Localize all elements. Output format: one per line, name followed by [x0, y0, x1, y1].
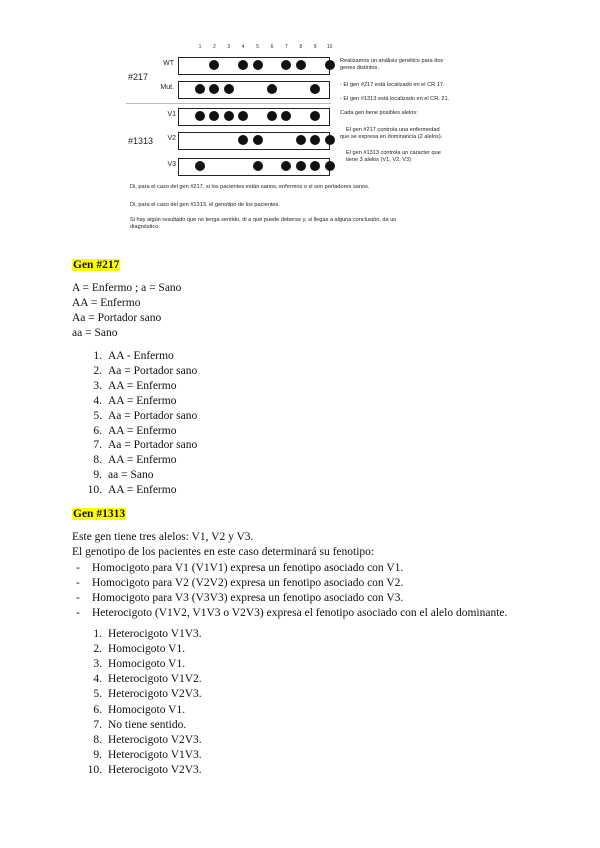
list-item-text: Heterocigoto V2V3.: [108, 763, 202, 776]
gen-217-legend-line: aa = Sano: [72, 327, 118, 339]
list-item-number: 6.: [93, 424, 102, 437]
list-item: [80, 425, 176, 437]
gel-band-dot: [325, 60, 335, 70]
list-item-text: Heterocigoto V2V3.: [108, 733, 202, 746]
gel-band-dot: [224, 111, 234, 121]
side-text-line: - El gen #217 está localizado en el CR 17.: [340, 82, 445, 88]
gen-1313-intro-line: El genotipo de los pacientes en este caso determinará su fenotipo:: [72, 546, 375, 558]
list-item-number: 9.: [93, 469, 102, 482]
lane-number-tick: 8: [299, 44, 303, 50]
list-item: [80, 469, 153, 481]
question-line: Si hay algún resultado que no tenga sentido, di a qué puede deberse y, si llegas a alguna conclusión, da un: [130, 217, 397, 223]
bullet-dash: -: [76, 607, 80, 619]
list-item-number: 10.: [87, 763, 102, 776]
list-item-text: aa = Sano: [108, 469, 154, 482]
side-text-line: Cada gen tiene posibles alelos:: [340, 110, 418, 116]
gel-separator: [126, 103, 331, 104]
list-item: [80, 658, 185, 670]
list-item-text: Heterocigoto V1V3.: [108, 628, 202, 640]
list-item-text: Aa = Portador sano: [108, 409, 198, 422]
side-text-line: El gen #217 controla una enfermedad: [346, 127, 440, 133]
list-item: [80, 395, 176, 407]
list-item-number: 3.: [93, 379, 102, 392]
gel-band-dot: [296, 161, 306, 171]
bullet-text: Homocigoto para V3 (V3V3) expresa un fenotipo asociado con V3.: [92, 592, 404, 604]
lane-label: V2: [167, 135, 176, 142]
gel-band-dot: [325, 135, 335, 145]
side-text-line: tiene 3 alelos (V1, V2, V3): [346, 157, 411, 163]
list-item-text: AA = Enfermo: [108, 394, 177, 407]
list-item-text: AA = Enfermo: [108, 424, 177, 437]
gel-band-dot: [296, 60, 306, 70]
bullet-item: [76, 592, 403, 604]
list-item-text: AA = Enfermo: [108, 379, 177, 392]
list-item-text: AA - Enfermo: [108, 350, 174, 362]
list-item-text: Aa = Portador sano: [108, 439, 198, 452]
list-item-number: 4.: [93, 394, 102, 407]
bullet-item: [76, 562, 403, 574]
list-item: [80, 688, 202, 700]
list-item: [80, 734, 202, 746]
list-item-number: 8.: [93, 454, 102, 467]
side-text-line: El gen #1313 controla un caracter que: [346, 150, 441, 156]
list-item-number: 7.: [93, 439, 102, 452]
gen-1313-intro-line: Este gen tiene tres alelos: V1, V2 y V3.: [72, 531, 254, 543]
list-item-text: Aa = Portador sano: [108, 364, 198, 377]
list-item-text: Homocigoto V1.: [108, 703, 186, 716]
list-item: [80, 643, 185, 655]
gen-217-legend-line: AA = Enfermo: [72, 297, 141, 309]
list-item-number: 10.: [87, 484, 102, 497]
bullet-item: [76, 577, 403, 589]
list-item: [80, 764, 202, 776]
list-item-text: No tiene sentido.: [108, 718, 187, 731]
list-item: [80, 749, 202, 761]
bullet-dash: -: [76, 577, 80, 589]
list-item-text: AA = Enfermo: [108, 484, 177, 497]
gel-band-dot: [195, 111, 205, 121]
lane-number-tick: 10: [326, 44, 333, 50]
gel-band-dot: [253, 161, 263, 171]
list-item-number: 2.: [93, 643, 102, 656]
lane-number-tick: 7: [285, 44, 288, 50]
list-item-number: 2.: [93, 364, 102, 377]
genetic-analysis-figure: [126, 44, 456, 244]
side-text-line: que se expresa en dominancia (2 alelos).: [340, 134, 443, 140]
list-item: [80, 365, 197, 377]
lane-number-tick: 2: [213, 44, 216, 50]
question-line: Di, para el caso del gen #217, si los pacientes están sanos, enfermos o si son portadores sanos.: [130, 184, 370, 190]
bullet-item: [76, 607, 507, 619]
bullet-text: Heterocigoto (V1V2, V1V3 o V2V3) expresa el fenotipo asociado con el alelo dominante.: [92, 607, 508, 619]
lane-label: V1: [167, 111, 176, 118]
side-text-line: Realizamos un análisis genético para dos: [340, 58, 444, 64]
list-item-number: 8.: [93, 733, 102, 746]
gel-band-dot: [325, 161, 335, 171]
list-item: [80, 673, 202, 685]
lane-number-tick: 4: [241, 44, 245, 50]
list-item-number: 4.: [93, 673, 102, 686]
lane-label: V3: [167, 161, 176, 168]
gene-1313-label: #1313: [128, 136, 154, 146]
gen-217-legend-line: A = Enfermo ; a = Sano: [72, 282, 182, 294]
list-item-number: 9.: [93, 748, 102, 761]
list-item: [80, 719, 186, 731]
gene-217-label: #217: [128, 72, 149, 82]
question-line: diagnóstico.: [130, 224, 160, 230]
list-item: [80, 484, 176, 496]
list-item-text: AA = Enfermo: [108, 454, 177, 467]
list-item: [80, 350, 174, 362]
list-item-number: 1.: [93, 628, 102, 640]
lane-label: WT: [163, 60, 174, 67]
gel-band-dot: [224, 84, 234, 94]
list-item-number: 7.: [93, 718, 102, 731]
list-item: [80, 410, 197, 422]
bullet-dash: -: [76, 562, 80, 574]
gel-band-dot: [253, 135, 263, 145]
gel-band-dot: [267, 111, 277, 121]
gel-band-dot: [296, 135, 306, 145]
lane-number-tick: 5: [256, 44, 259, 50]
list-item-number: 5.: [93, 688, 102, 701]
list-item: [80, 704, 185, 716]
list-item-text: Heterocigoto V1V3.: [108, 748, 202, 761]
gel-band-dot: [195, 161, 205, 171]
list-item-text: Heterocigoto V1V2.: [108, 673, 202, 686]
bullet-text: Homocigoto para V2 (V2V2) expresa un fenotipo asociado con V2.: [92, 577, 404, 589]
lane-label: Mut.: [160, 84, 174, 91]
list-item-number: 1.: [93, 350, 102, 362]
list-item: [80, 628, 202, 640]
list-item: [80, 454, 176, 466]
gel-band-dot: [267, 84, 277, 94]
gen-1313-heading: Gen #1313: [73, 508, 126, 520]
question-line: Di, para el caso del gen #1313, el genotipo de los pacientes.: [130, 202, 280, 208]
side-text-line: genes distintos.: [340, 65, 379, 71]
list-item-text: Homocigoto V1.: [108, 643, 186, 656]
gen-217-legend-line: Aa = Portador sano: [72, 312, 162, 324]
gen-217-heading: Gen #217: [73, 259, 120, 271]
side-text-line: - El gen #1313 está localizado en el CR. 21.: [340, 96, 450, 102]
gel-band-dot: [253, 60, 263, 70]
list-item-text: Heterocigoto V2V3.: [108, 688, 202, 701]
bullet-dash: -: [76, 592, 80, 604]
list-item: [80, 439, 197, 451]
gel-band-dot: [195, 84, 205, 94]
list-item-number: 6.: [93, 703, 102, 716]
list-item: [80, 380, 176, 392]
list-item-number: 5.: [93, 409, 102, 422]
bullet-text: Homocigoto para V1 (V1V1) expresa un fenotipo asociado con V1.: [92, 562, 404, 574]
lane-number-tick: 6: [270, 44, 274, 50]
lane-number-tick: 1: [198, 44, 202, 50]
list-item-text: Homocigoto V1.: [108, 658, 186, 671]
list-item-number: 3.: [93, 658, 102, 671]
lane-number-tick: 9: [313, 44, 317, 50]
lane-number-tick: 3: [227, 44, 231, 50]
